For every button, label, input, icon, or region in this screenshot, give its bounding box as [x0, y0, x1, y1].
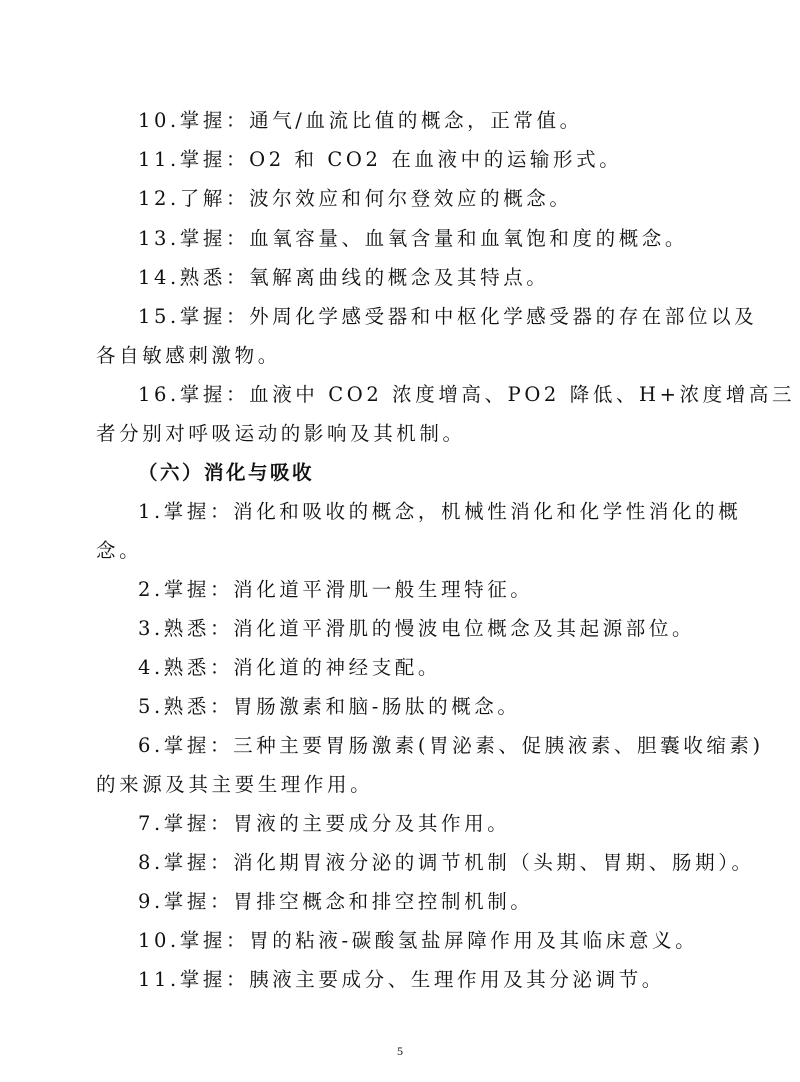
item-16-respiratory-regulation: 16.掌握：血液中 CO2 浓度增高、PO2 降低、H+浓度增高三 [138, 383, 796, 406]
item-8-gastric-secretion: 8.掌握：消化期胃液分泌的调节机制（头期、胃期、肠期）。 [138, 851, 755, 874]
item-11-pancreatic-juice: 11.掌握：胰液主要成分、生理作用及其分泌调节。 [138, 968, 665, 991]
item-11-gas-transport: 11.掌握：O2 和 CO2 在血液中的运输形式。 [138, 148, 623, 171]
item-13-blood-oxygen: 13.掌握：血氧容量、血氧含量和血氧饱和度的概念。 [138, 227, 689, 250]
item-12-bohr-haldane: 12.了解：波尔效应和何尔登效应的概念。 [138, 187, 573, 210]
item-15-chemoreceptors: 15.掌握：外周化学感受器和中枢化学感受器的存在部位以及 [138, 305, 758, 328]
page-number: 5 [397, 1044, 403, 1058]
item-1-continuation: 念。 [96, 539, 143, 562]
item-6-three-hormones: 6.掌握：三种主要胃肠激素(胃泌素、促胰液素、胆囊收缩素) [138, 734, 764, 757]
item-7-gastric-juice: 7.掌握：胃液的主要成分及其作用。 [138, 812, 511, 835]
item-3-slow-wave: 3.熟悉：消化道平滑肌的慢波电位概念及其起源部位。 [138, 617, 696, 640]
item-14-dissociation-curve: 14.熟悉：氧解离曲线的概念及其特点。 [138, 266, 550, 289]
section-heading-digestion: （六）消化与吸收 [138, 461, 315, 484]
item-10-mucus-barrier: 10.掌握：胃的粘液-碳酸氢盐屏障作用及其临床意义。 [138, 929, 699, 952]
item-15-continuation: 各自敏感刺激物。 [96, 344, 281, 367]
item-5-gut-hormones: 5.熟悉：胃肠激素和脑-肠肽的概念。 [138, 695, 521, 718]
item-9-gastric-emptying: 9.掌握：胃排空概念和排空控制机制。 [138, 890, 534, 913]
item-16-continuation: 者分别对呼吸运动的影响及其机制。 [96, 422, 466, 445]
item-1-digestion-concept: 1.掌握：消化和吸收的概念，机械性消化和化学性消化的概 [138, 500, 742, 523]
item-10-ventilation-perfusion: 10.掌握：通气/血流比值的概念，正常值。 [138, 109, 583, 132]
item-4-innervation: 4.熟悉：消化道的神经支配。 [138, 656, 442, 679]
item-6-continuation: 的来源及其主要生理作用。 [96, 773, 374, 796]
item-2-smooth-muscle: 2.掌握：消化道平滑肌一般生理特征。 [138, 578, 534, 601]
